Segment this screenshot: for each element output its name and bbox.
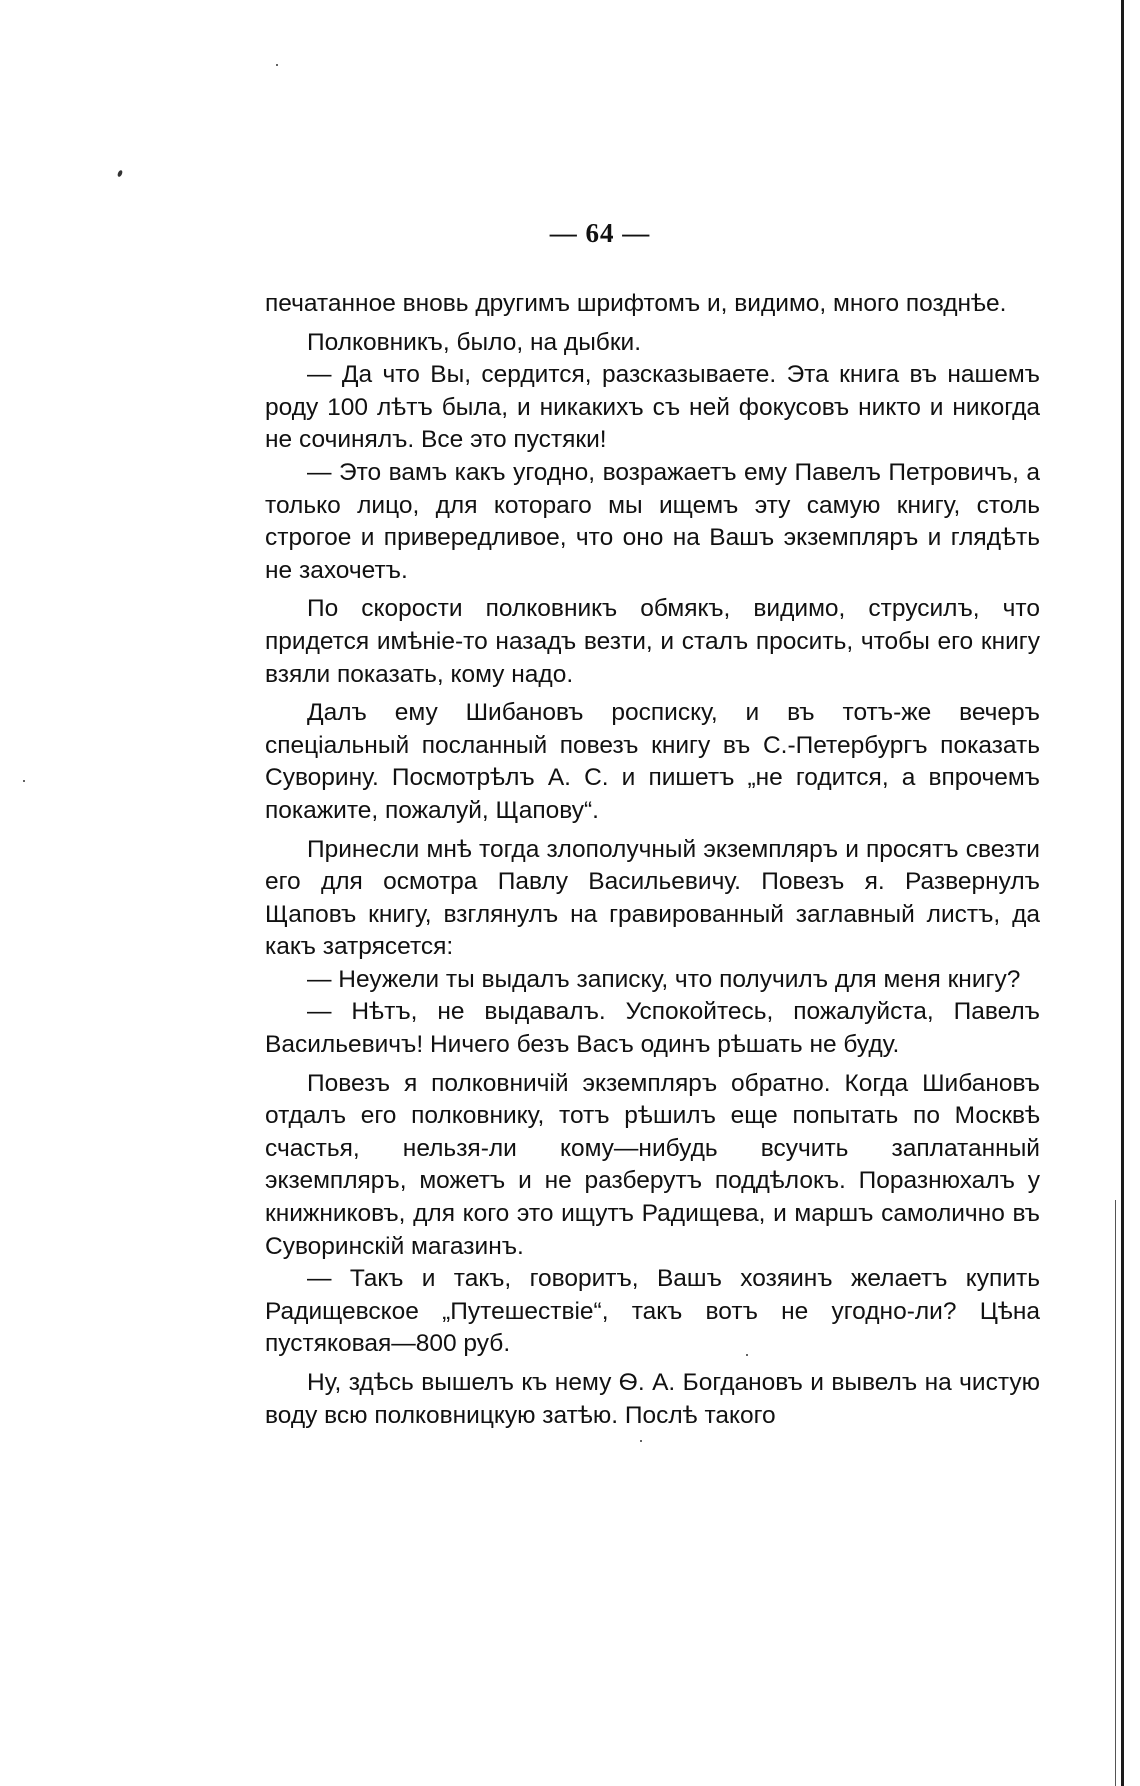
paragraph: Далъ ему Шибановъ росписку, и въ тотъ-же вечеръ спеціальный посланный повезъ книгу въ С.-Петербургъ показать Суворину. Посмотрѣлъ А. С. и пишетъ „не годится, а впрочемъ покажите, пожалуй, Щапову“. xyxy=(265,699,1040,824)
paragraph: Принесли мнѣ тогда злополучный экземпляръ и просятъ свезти его для осмотра Павлу Васильевичу. Повезъ я. Развернулъ Щаповъ книгу, взглянулъ на гравированный заглавный листъ, да какъ затрясется: xyxy=(265,835,1040,961)
paragraph: Ну, здѣсь вышелъ къ нему Ѳ. А. Богдановъ и вывелъ на чистую воду всю полковницкую затѣю. Послѣ такого xyxy=(265,1369,1040,1429)
paragraph: — Неужели ты выдалъ записку, что получилъ для меня книгу? xyxy=(307,965,1021,993)
print-speck xyxy=(276,64,278,66)
print-speck xyxy=(117,169,124,177)
paragraph: По скорости полковникъ обмякъ, видимо, струсилъ, что придется имѣніе-то назадъ везти, и сталъ просить, чтобы его книгу взяли показать, кому надо. xyxy=(265,595,1040,688)
page-edge-line-inner xyxy=(1115,1200,1116,1786)
paragraph: Полковникъ, было, на дыбки. xyxy=(307,328,642,356)
print-speck xyxy=(23,780,25,782)
paragraph: — Нѣтъ, не выдавалъ. Успокойтесь, пожалуйста, Павелъ Васильевичъ! Ничего безъ Васъ одинъ рѣшать не буду. xyxy=(265,998,1040,1059)
print-speck xyxy=(640,1440,642,1442)
paragraph: — Такъ и такъ, говоритъ, Вашъ хозяинъ желаетъ купить Радищевское „Путешествіе“, такъ вотъ не угодно-ли? Цѣна пустяковая—800 руб. xyxy=(265,1265,1040,1358)
page-edge-line xyxy=(1121,0,1124,1786)
page-number: — 64 — xyxy=(549,218,651,248)
paragraph: — Это вамъ какъ угодно, возражаетъ ему Павелъ Петровичъ, а только лицо, для котораго мы ищемъ эту самую книгу, столь строгое и привередливое, что оно на Вашъ экземпляръ и глядѣть не захочетъ. xyxy=(265,458,1040,584)
paragraph: Повезъ я полковничій экземпляръ обратно. Когда Шибановъ отдалъ его полковнику, тотъ рѣшилъ еще попытать по Москвѣ счастья, нельзя-ли кому—нибудь всучить заплатанный экземпляръ, можетъ и не разберутъ поддѣлокъ. Поразнюхалъ у книжниковъ, для кого это ищутъ Радищева, и маршъ самолично въ Суворинскій магазинъ. xyxy=(265,1069,1040,1260)
body-text xyxy=(265,288,1040,1432)
paragraph: печатанное вновь другимъ шрифтомъ и, видимо, много позднѣе. xyxy=(265,290,1007,317)
paragraph: — Да что Вы, сердится, разсказываете. Эта книга въ нашемъ роду 100 лѣтъ была, и никакихъ съ ней фокусовъ никто и никогда не сочинялъ. Все это пустяки! xyxy=(265,361,1040,454)
